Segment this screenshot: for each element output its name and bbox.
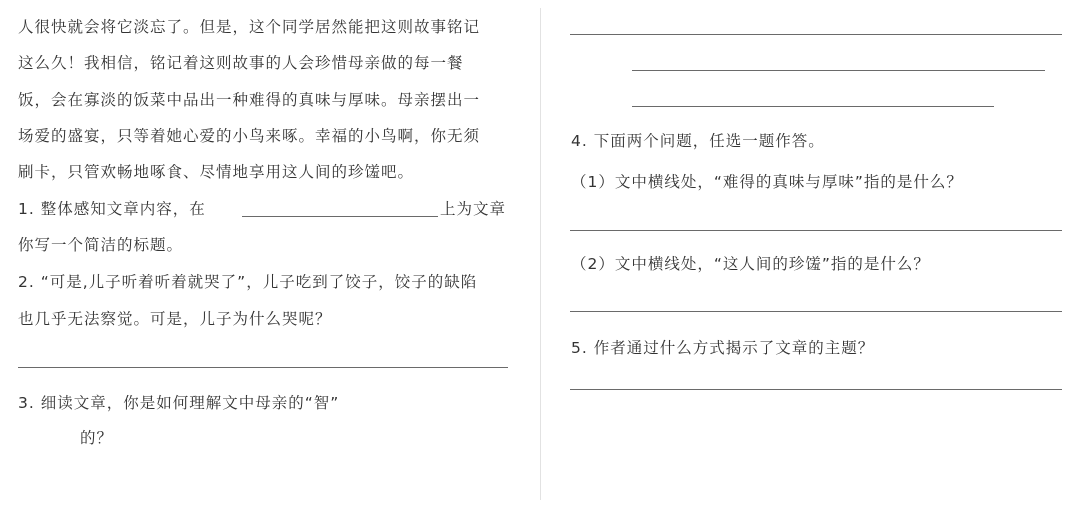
question-1-title-blank[interactable] xyxy=(242,216,438,217)
question-1-text: 1. 整体感知文章内容，在 xyxy=(18,200,206,218)
passage-line-5: 刷卡，只管欢畅地啄食、尽情地享用这人间的珍馐吧。 xyxy=(18,163,415,181)
question-4-sub2-answer-line[interactable] xyxy=(570,311,1062,312)
passage-line-1: 人很快就会将它淡忘了。但是，这个同学居然能把这则故事铭记 xyxy=(18,18,481,36)
column-divider xyxy=(540,8,541,500)
question-4-text: 4. 下面两个问题，任选一题作答。 xyxy=(571,132,825,150)
question-2-text-line2: 也几乎无法察觉。可是，儿子为什么哭呢？ xyxy=(18,310,332,328)
question-2-answer-line[interactable] xyxy=(18,367,508,368)
question-4-sub1-answer-line[interactable] xyxy=(570,230,1062,231)
answer-line-3[interactable] xyxy=(632,106,994,107)
question-3-text-line2: 的？ xyxy=(80,429,114,447)
question-4-sub2-text: （2）文中横线处，“这人间的珍馐”指的是什么？ xyxy=(571,255,930,273)
question-3-text: 3. 细读文章，你是如何理解文中母亲的“智” xyxy=(18,394,340,412)
question-4-sub1-text: （1）文中横线处，“难得的真味与厚味”指的是什么？ xyxy=(571,173,963,191)
passage-line-4: 场爱的盛宴，只等着她心爱的小鸟来啄。幸福的小鸟啊，你无须 xyxy=(18,127,481,145)
passage-line-2: 这么久！我相信，铭记着这则故事的人会珍惜母亲做的每一餐 xyxy=(18,54,464,72)
question-1-text-end: 上为文章 xyxy=(440,200,507,218)
question-5-text: 5. 作者通过什么方式揭示了文章的主题？ xyxy=(571,339,875,357)
passage-line-3: 饭，会在寡淡的饭菜中品出一种难得的真味与厚味。母亲摆出一 xyxy=(18,91,481,109)
answer-line-1[interactable] xyxy=(570,34,1062,35)
question-2-text: 2. “可是,儿子听着听着就哭了”，儿子吃到了饺子，饺子的缺陷 xyxy=(18,273,478,291)
answer-line-2[interactable] xyxy=(632,70,1045,71)
question-1-text-line2: 你写一个简洁的标题。 xyxy=(18,236,184,254)
question-5-answer-line[interactable] xyxy=(570,389,1062,390)
